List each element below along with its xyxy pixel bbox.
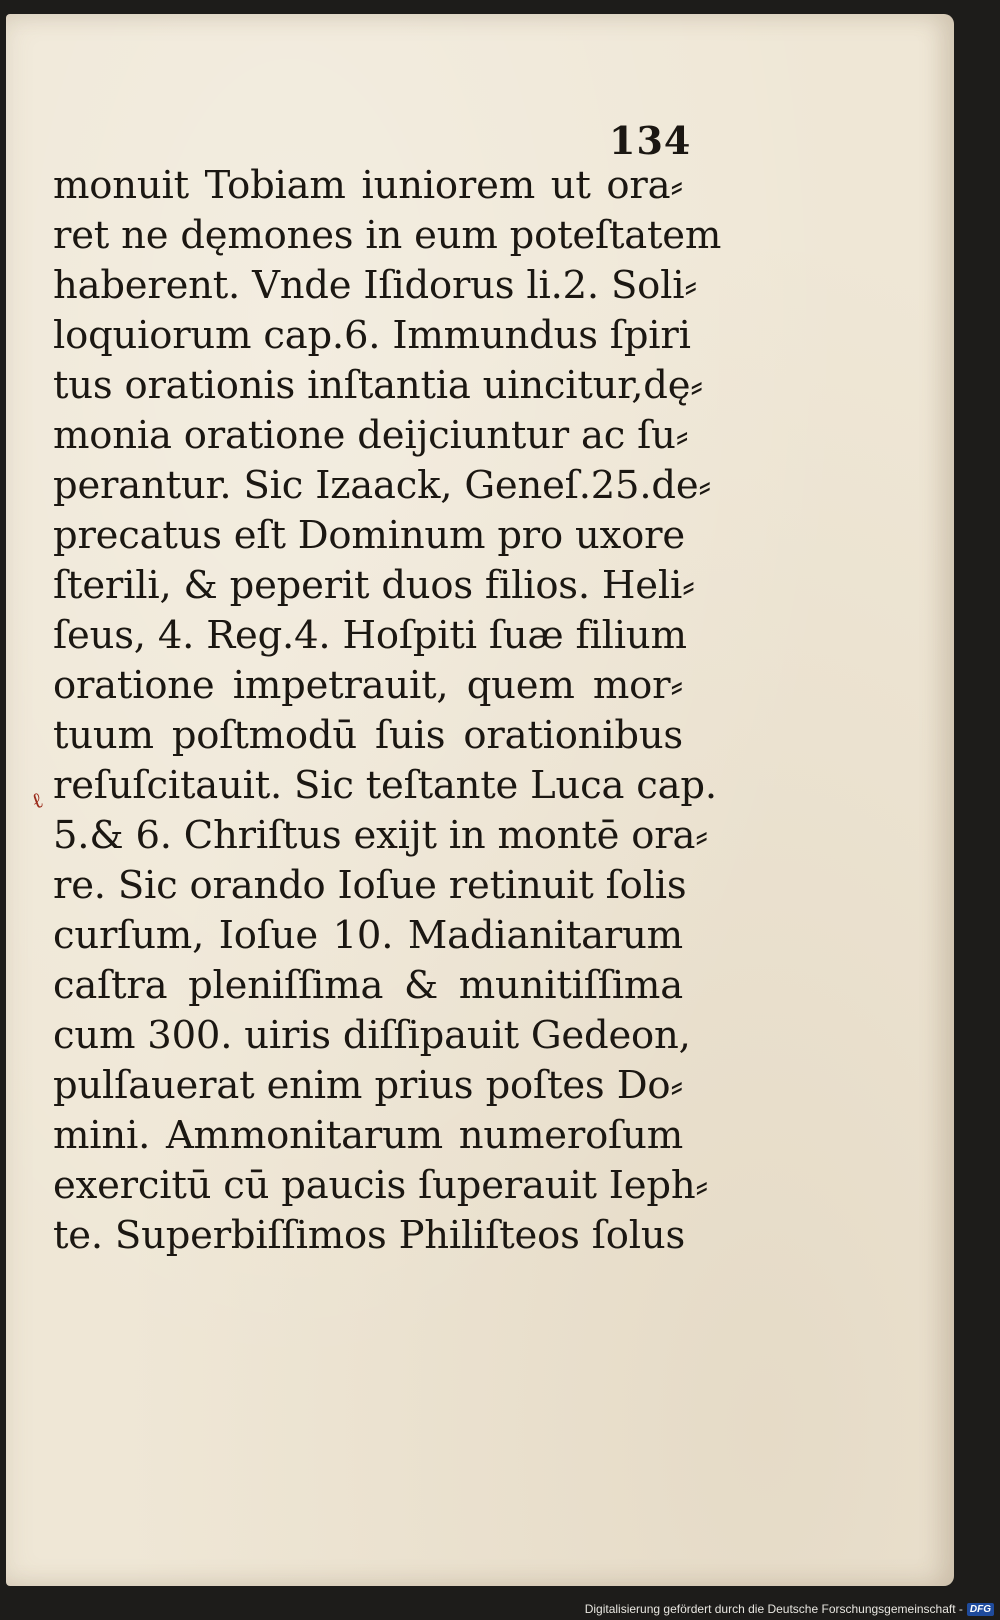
text-line: mini. Ammonitarum numeroſum: [53, 1113, 683, 1158]
text-line: reſuſcitauit. Sic teſtante Luca cap.: [53, 763, 717, 808]
text-line: caſtra pleniſſima & munitiſſima: [53, 963, 683, 1008]
text-line: oratione impetrauit, quem mor⸗: [53, 663, 683, 708]
funding-notice: Digitalisierung gefördert durch die Deutsche Forschungsgemeinschaft -: [584, 1602, 963, 1616]
text-line: monia oratione deijciuntur ac ſu⸗: [53, 413, 689, 458]
text-line: loquiorum cap.6. Immundus ſpiri: [53, 313, 691, 358]
text-line: ſeus, 4. Reg.4. Hoſpiti ſuæ filium: [53, 613, 687, 658]
text-line: monuit Tobiam iuniorem ut ora⸗: [53, 163, 683, 208]
book-page: [6, 14, 954, 1586]
text-block: [53, 161, 722, 1261]
text-line: ret ne dęmones in eum poteſtatem: [53, 213, 722, 258]
text-line: haberent. Vnde Iſidorus li.2. Soli⸗: [53, 263, 698, 308]
text-line: re. Sic orando Ioſue retinuit ſolis: [53, 863, 687, 908]
text-line: curſum, Ioſue 10. Madianitarum: [53, 913, 683, 958]
text-line: cum 300. uiris diſſipauit Gedeon,: [53, 1013, 691, 1058]
text-line: ſterili, & peperit duos filios. Heli⸗: [53, 563, 695, 608]
text-line: exercitū cū paucis ſuperauit Ieph⸗: [53, 1163, 709, 1208]
text-line: te. Superbiſſimos Philiſteos ſolus: [53, 1213, 686, 1258]
digitization-footer: [585, 1599, 994, 1619]
text-line: tus orationis inſtantia uincitur,dę⸗: [53, 363, 703, 408]
text-line: perantur. Sic Izaack, Geneſ.25.de⸗: [53, 463, 712, 508]
margin-mark: ℓ: [28, 787, 47, 816]
text-line: pulſauerat enim prius poſtes Do⸗: [53, 1063, 683, 1108]
dfg-logo: DFG: [967, 1603, 994, 1616]
text-line: tuum poſtmodū ſuis orationibus: [53, 713, 683, 758]
page-number: 134: [609, 118, 692, 163]
text-line: precatus eſt Dominum pro uxore: [53, 513, 685, 558]
text-line: 5.& 6. Chriſtus exijt in montē ora⸗: [53, 813, 708, 858]
